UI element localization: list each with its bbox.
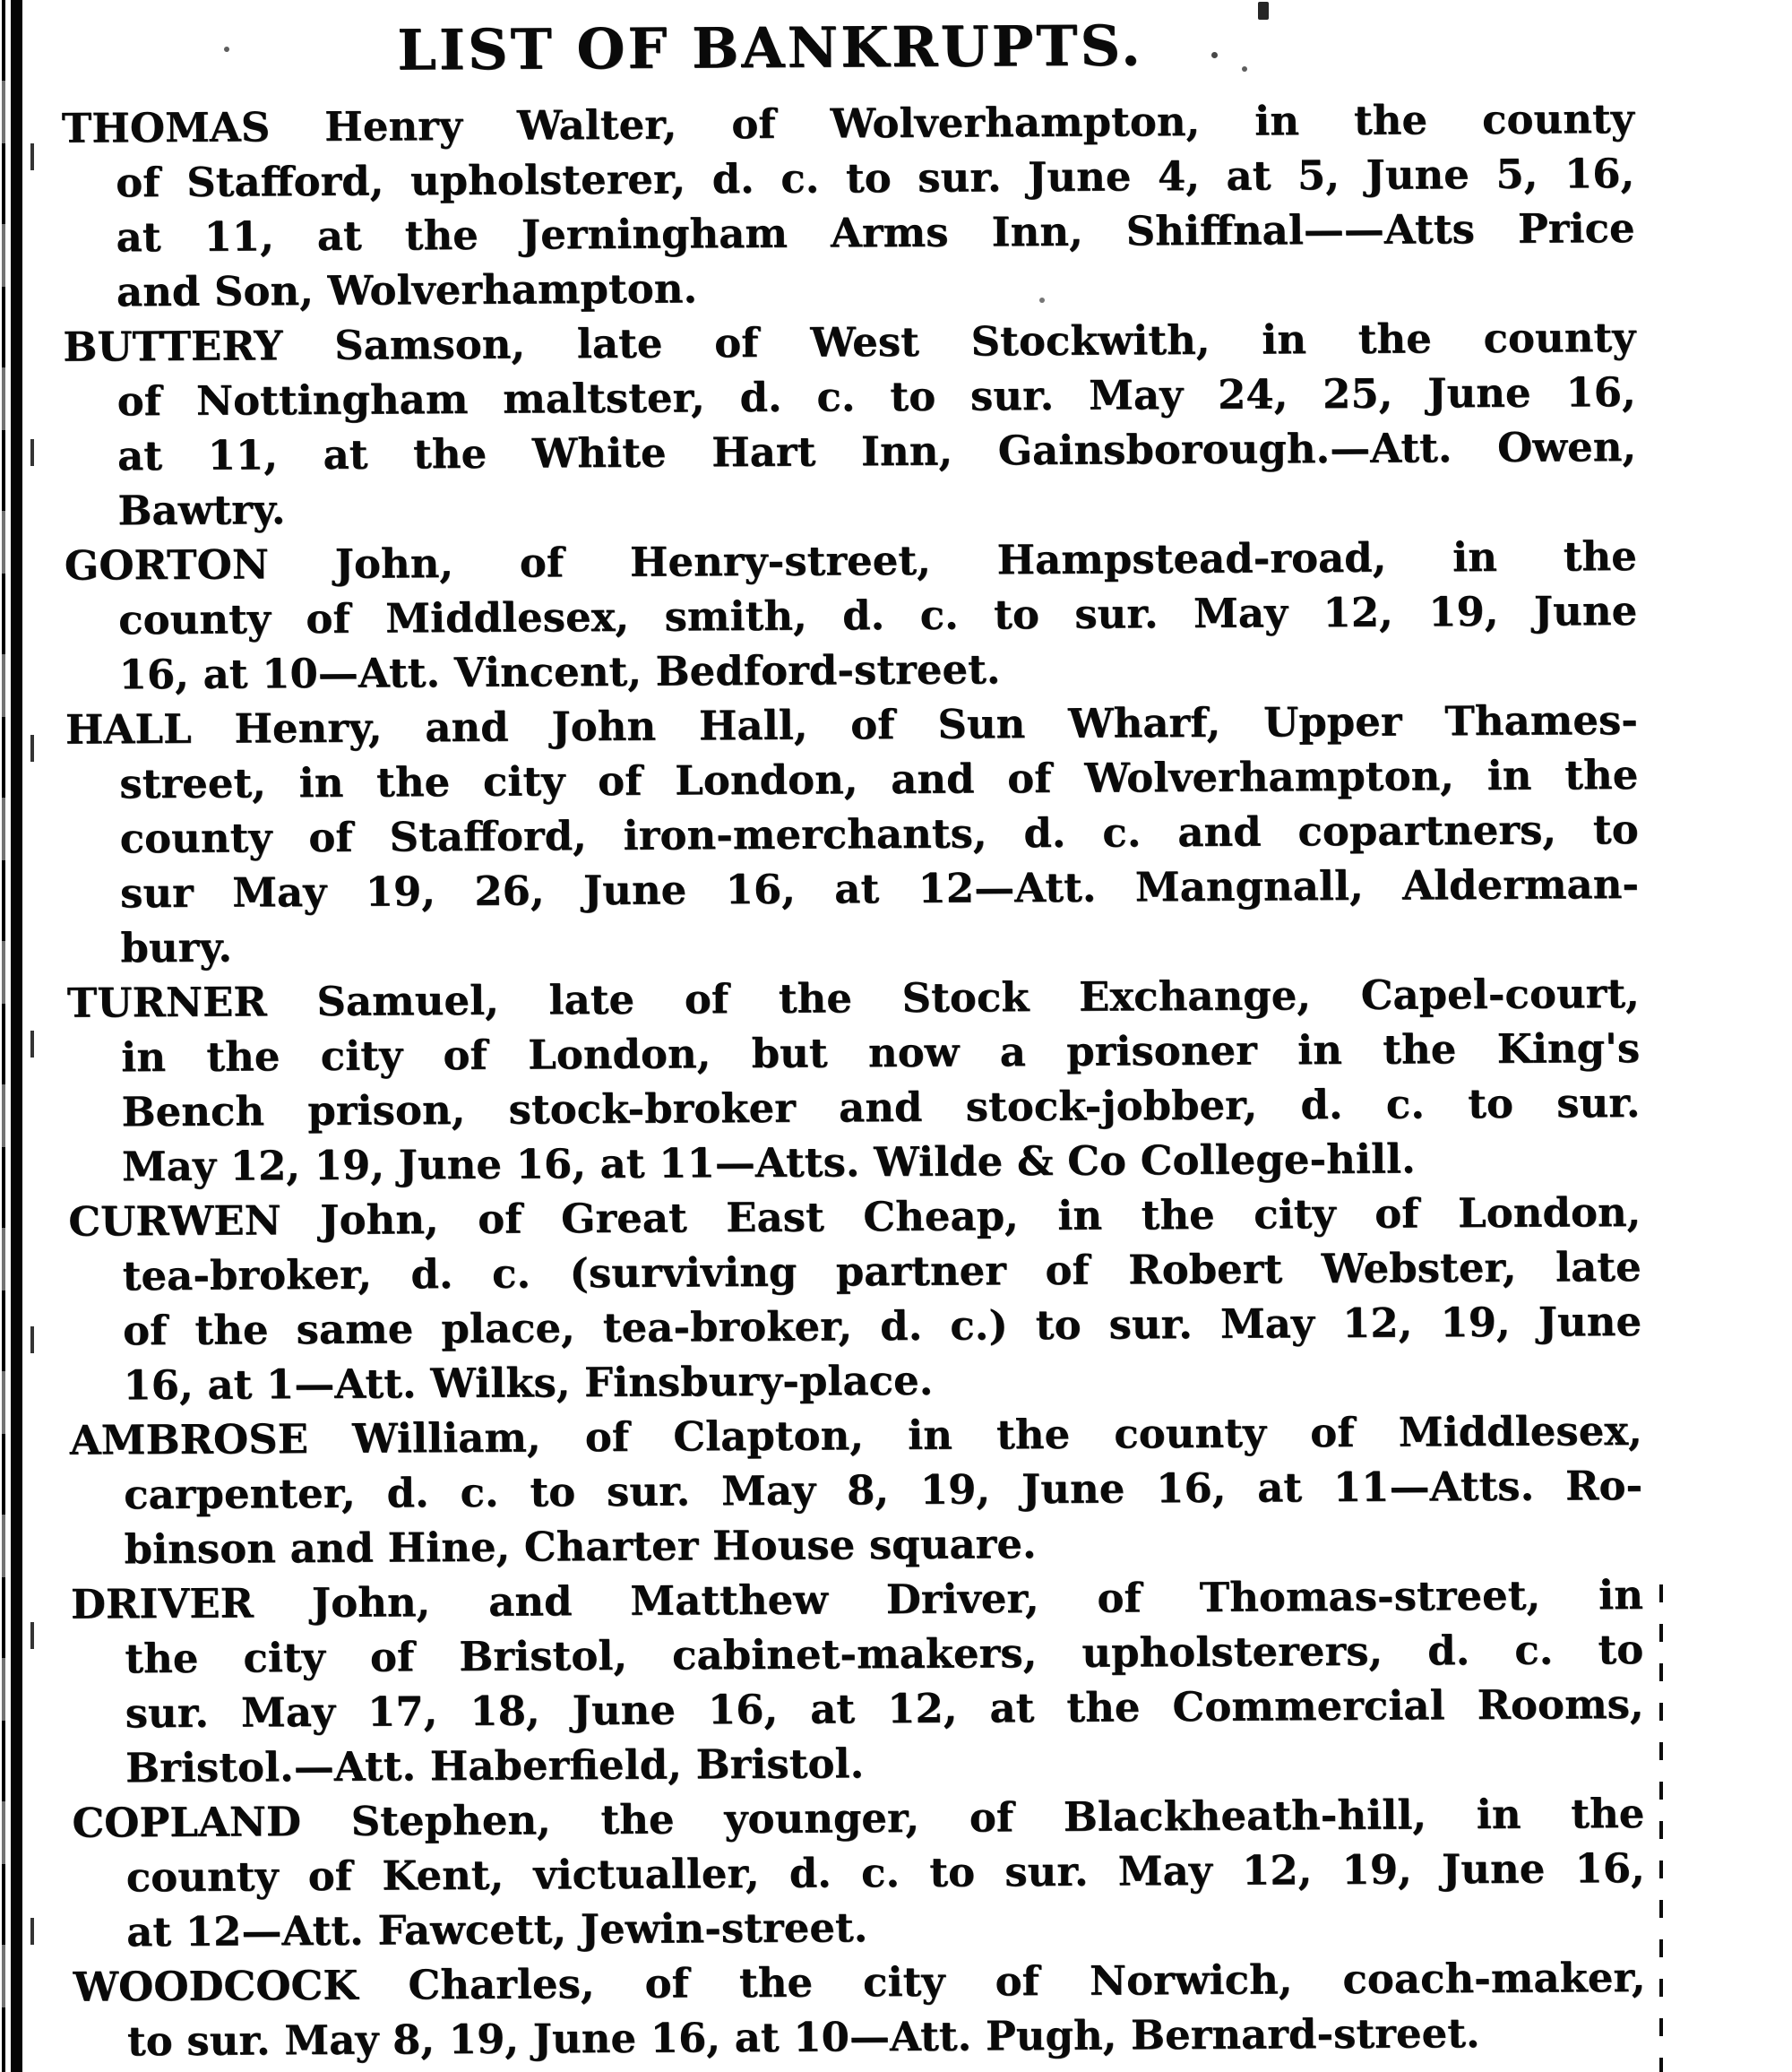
entry-line: Bawtry. xyxy=(117,486,286,535)
entry-line: May 12, 19, June 16, at 11—Atts. Wilde & Co College-hill. xyxy=(121,1135,1416,1191)
entry-line: TURNER Samuel, late of the Stock Exchange, Capel-court, xyxy=(66,969,1640,1027)
entry-line: to sur. May 8, 19, June 16, at 10—Att. Pugh, Bernard-street. xyxy=(126,2009,1480,2066)
entry-line: tea-broker, d. c. (surviving partner of Robert Webster, late xyxy=(122,1242,1641,1300)
entry-line: CURWEN John, of Great East Cheap, in the city of London, xyxy=(68,1187,1641,1246)
bankrupt-entry xyxy=(5,1949,1792,2069)
entry-line: bury. xyxy=(120,923,233,972)
entry-line: of Stafford, upholsterer, d. c. to sur. June 4, at 5, June 5, 16, xyxy=(116,149,1635,207)
entry-line: of Nottingham maltster, d. c. to sur. May 24, 25, June 16, xyxy=(116,367,1636,426)
entry-line: sur May 19, 26, June 16, at 12—Att. Mangnall, Alderman- xyxy=(119,859,1640,918)
entry-line: at 11, at the White Hart Inn, Gainsborough.—Att. Owen, xyxy=(116,422,1637,480)
bankrupt-entry xyxy=(4,1567,1792,1796)
bankrupt-entry xyxy=(3,1403,1792,1577)
entry-line: county of Kent, victualler, d. c. to sur. May 12, 19, June 16, xyxy=(125,1843,1645,1902)
entry-line: in the city of London, but now a prisoner in the King's xyxy=(120,1023,1641,1082)
entry-line: county of Middlesex, smith, d. c. to sur. May 12, 19, June xyxy=(118,586,1638,644)
entry-line: at 11, at the Jerningham Arms Inn, Shiffnal——Atts Price xyxy=(116,203,1635,262)
entry-line: street, in the city of London, and of Wolverhampton, in the xyxy=(119,750,1639,808)
entry-line: 16, at 1—Att. Wilks, Finsbury-place. xyxy=(123,1356,934,1410)
entry-line: of the same place, tea-broker, d. c.) to sur. May 12, 19, June xyxy=(122,1297,1642,1355)
entry-line: at 12—Att. Fawcett, Jewin-street. xyxy=(125,1904,868,1956)
entry-line: and Son, Wolverhampton. xyxy=(116,264,698,316)
entry-line: county of Stafford, iron-merchants, d. c. and copartners, to xyxy=(119,805,1639,863)
bankrupt-entry xyxy=(0,692,1792,976)
entry-line: WOODCOCK Charles, of the city of Norwich, coach-maker, xyxy=(73,1953,1646,2011)
entry-line: carpenter, d. c. to sur. May 8, 19, June 16, at 11—Atts. Ro- xyxy=(123,1461,1643,1519)
entry-line: THOMAS Henry Walter, of Wolverhampton, in the county xyxy=(61,94,1634,152)
entry-line: AMBROSE William, of Clapton, in the county of Middlesex, xyxy=(69,1406,1642,1464)
entry-line: COPLAND Stephen, the younger, of Blackheath-hill, in the xyxy=(72,1789,1645,1847)
page-title: LIST OF BANKRUPTS. xyxy=(397,13,1143,83)
entry-line: sur. May 17, 18, June 16, at 12, at the Commercial Rooms, xyxy=(125,1679,1644,1738)
bankrupt-entry xyxy=(0,91,1788,320)
entry-line: GORTON John, of Henry-street, Hampstead-road, in the xyxy=(64,531,1637,590)
entry-line: binson and Hine, Charter House square. xyxy=(124,1520,1037,1574)
bankrupt-entry xyxy=(0,965,1792,1195)
bankrupts-list xyxy=(0,91,1792,2069)
entry-line: BUTTERY Samson, late of West Stockwith, in the county xyxy=(63,313,1636,371)
entry-line: the city of Bristol, cabinet-makers, upholsterers, d. c. to xyxy=(125,1625,1644,1683)
entry-line: Bristol.—Att. Haberfield, Bristol. xyxy=(125,1740,865,1792)
entry-line: 16, at 10—Att. Vincent, Bedford-street. xyxy=(118,645,1001,699)
entry-line: DRIVER John, and Matthew Driver, of Thomas-street, in xyxy=(70,1570,1644,1628)
bankrupt-entry xyxy=(0,528,1790,703)
bankrupt-entry xyxy=(1,1184,1792,1413)
entry-line: HALL Henry, and John Hall, of Sun Wharf, Upper Thames- xyxy=(65,695,1639,754)
bankrupt-entry xyxy=(0,309,1789,539)
entry-line: Bench prison, stock-broker and stock-jobber, d. c. to sur. xyxy=(121,1078,1641,1136)
bankrupt-entry xyxy=(4,1785,1792,1960)
